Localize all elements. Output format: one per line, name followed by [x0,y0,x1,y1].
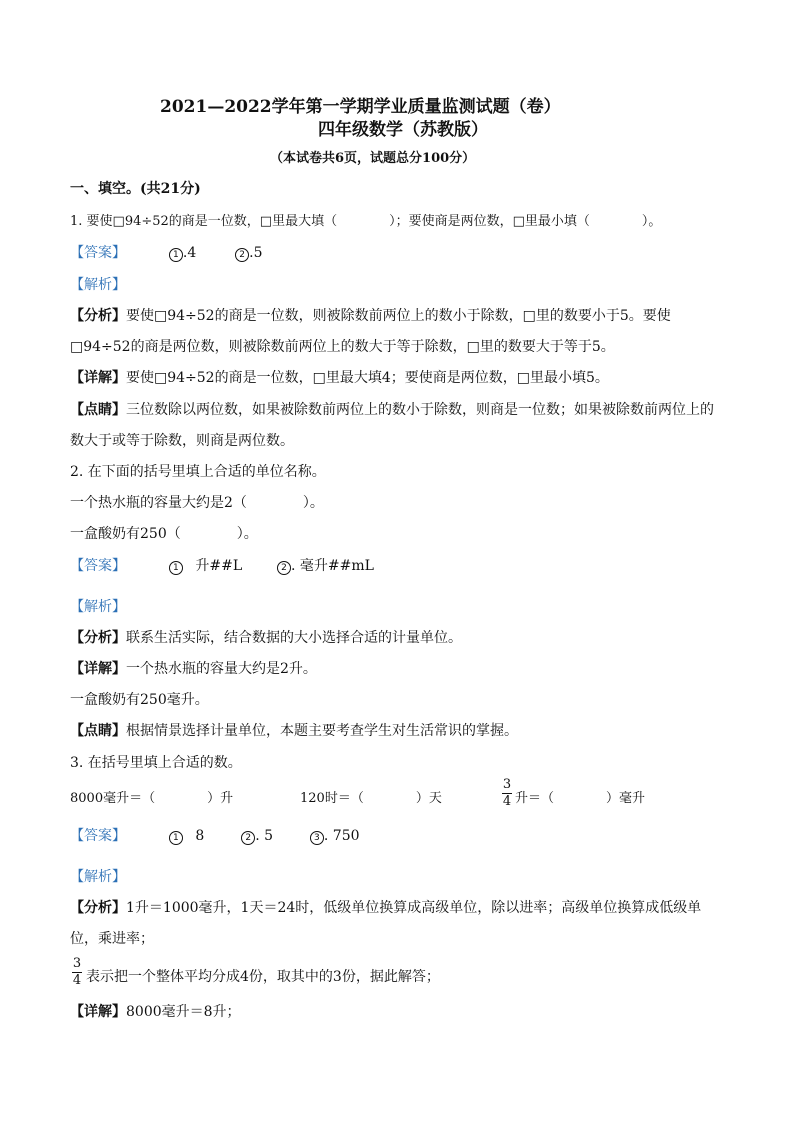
circle-number: 2 [241,831,255,845]
q2-dianjing: 【点睛】根据情景选择计量单位，本题主要考查学生对生活常识的掌握。 [70,723,518,739]
q2-xiangjie: 【详解】一个热水瓶的容量大约是2升。 [70,661,317,677]
q1-stem: 1. 要使□94÷52的商是一位数，□里最大填（ ）；要使商是两位数，□里最小填（ ）。 [70,214,662,229]
exam-note: （本试卷共6页，试题总分100分） [270,151,476,166]
q1-xiangjie: 【详解】要使□94÷52的商是一位数，□里最大填4；要使商是两位数，□里最小填5。 [70,370,609,386]
answer-label: 【答案】 [70,828,126,844]
q2-answer-2: . 毫升##mL [291,558,374,574]
section-heading: 一、填空。(共21分) [70,181,201,197]
xiangjie-label: 【详解】 [70,370,126,386]
q1-answer-1: .4 [182,245,197,261]
q3-stem: 3. 在括号里填上合适的数。 [70,755,242,771]
q1-answer-row [70,244,263,262]
q1-dianjing-line-1: 【点睛】三位数除以两位数，如果被除数前两位上的数小于除数，则商是一位数；如果被除数前两位上的 [70,402,714,418]
q2-answer-1: 升##L [195,558,243,574]
q3-xiangjie: 【详解】8000毫升＝8升； [70,1004,241,1020]
fenxi-label: 【分析】 [70,308,126,324]
q3-answer-1: 8 [195,828,205,844]
xiangjie-label: 【详解】 [70,661,126,677]
q2-line-2: 一盒酸奶有250（ ）。 [70,526,258,542]
circle-number: 3 [310,831,324,845]
q1-fenxi-line-2: □94÷52的商是两位数，则被除数前两位上的数大于等于除数，□里的数要大于等于5。 [70,339,615,355]
analysis-label: 【解析】 [70,277,126,293]
q2-answer-row [70,557,374,575]
q1-dianjing-line-2: 数大于或等于除数，则商是两位数。 [70,433,294,449]
q3-answer-2: . 5 [255,828,273,844]
exam-title: 2021—2022学年第一学期学业质量监测试题（卷） [160,97,561,117]
q3-fraction-explanation: 表示把一个整体平均分成4份，取其中的3份，据此解答； [86,969,440,985]
q3-answer-row [70,827,360,845]
exam-subtitle: 四年级数学（苏教版） [318,120,488,140]
circle-number: 2 [235,248,249,262]
q2-stem: 2. 在下面的括号里填上合适的单位名称。 [70,464,326,480]
analysis-label: 【解析】 [70,869,126,885]
q3-item-1: 8000毫升＝（ ）升 [70,791,234,806]
q2-line-1: 一个热水瓶的容量大约是2（ ）。 [70,495,324,511]
xiangjie-label: 【详解】 [70,1004,126,1020]
circle-number: 1 [169,831,183,845]
q3-item-2: 120时＝（ ）天 [300,791,442,806]
fraction-three-quarters: 3 4 [72,956,82,988]
q1-answer-2: .5 [249,245,263,261]
answer-label: 【答案】 [70,245,126,261]
fraction-three-quarters: 3 4 [502,777,512,809]
fenxi-label: 【分析】 [70,900,126,916]
q3-fenxi-line-2: 位，乘进率； [70,931,154,947]
q2-line-after: 一盒酸奶有250毫升。 [70,692,209,708]
q3-answer-3: . 750 [323,828,360,844]
q2-fenxi: 【分析】联系生活实际，结合数据的大小选择合适的计量单位。 [70,630,462,646]
q1-fenxi-line-1: 【分析】要使□94÷52的商是一位数，则被除数前两位上的数小于除数，□里的数要小于5。要使 [70,308,671,324]
q3-item-3: 升＝（ ）毫升 [515,791,646,806]
circle-number: 2 [277,561,291,575]
answer-label: 【答案】 [70,558,126,574]
circle-number: 1 [169,248,183,262]
analysis-label: 【解析】 [70,599,126,615]
q3-fenxi-line-1: 【分析】1升＝1000毫升，1天＝24时，低级单位换算成高级单位，除以进率；高级单位换算成低级单 [70,900,702,916]
dianjing-label: 【点睛】 [70,402,126,418]
dianjing-label: 【点睛】 [70,723,126,739]
circle-number: 1 [169,561,183,575]
fenxi-label: 【分析】 [70,630,126,646]
